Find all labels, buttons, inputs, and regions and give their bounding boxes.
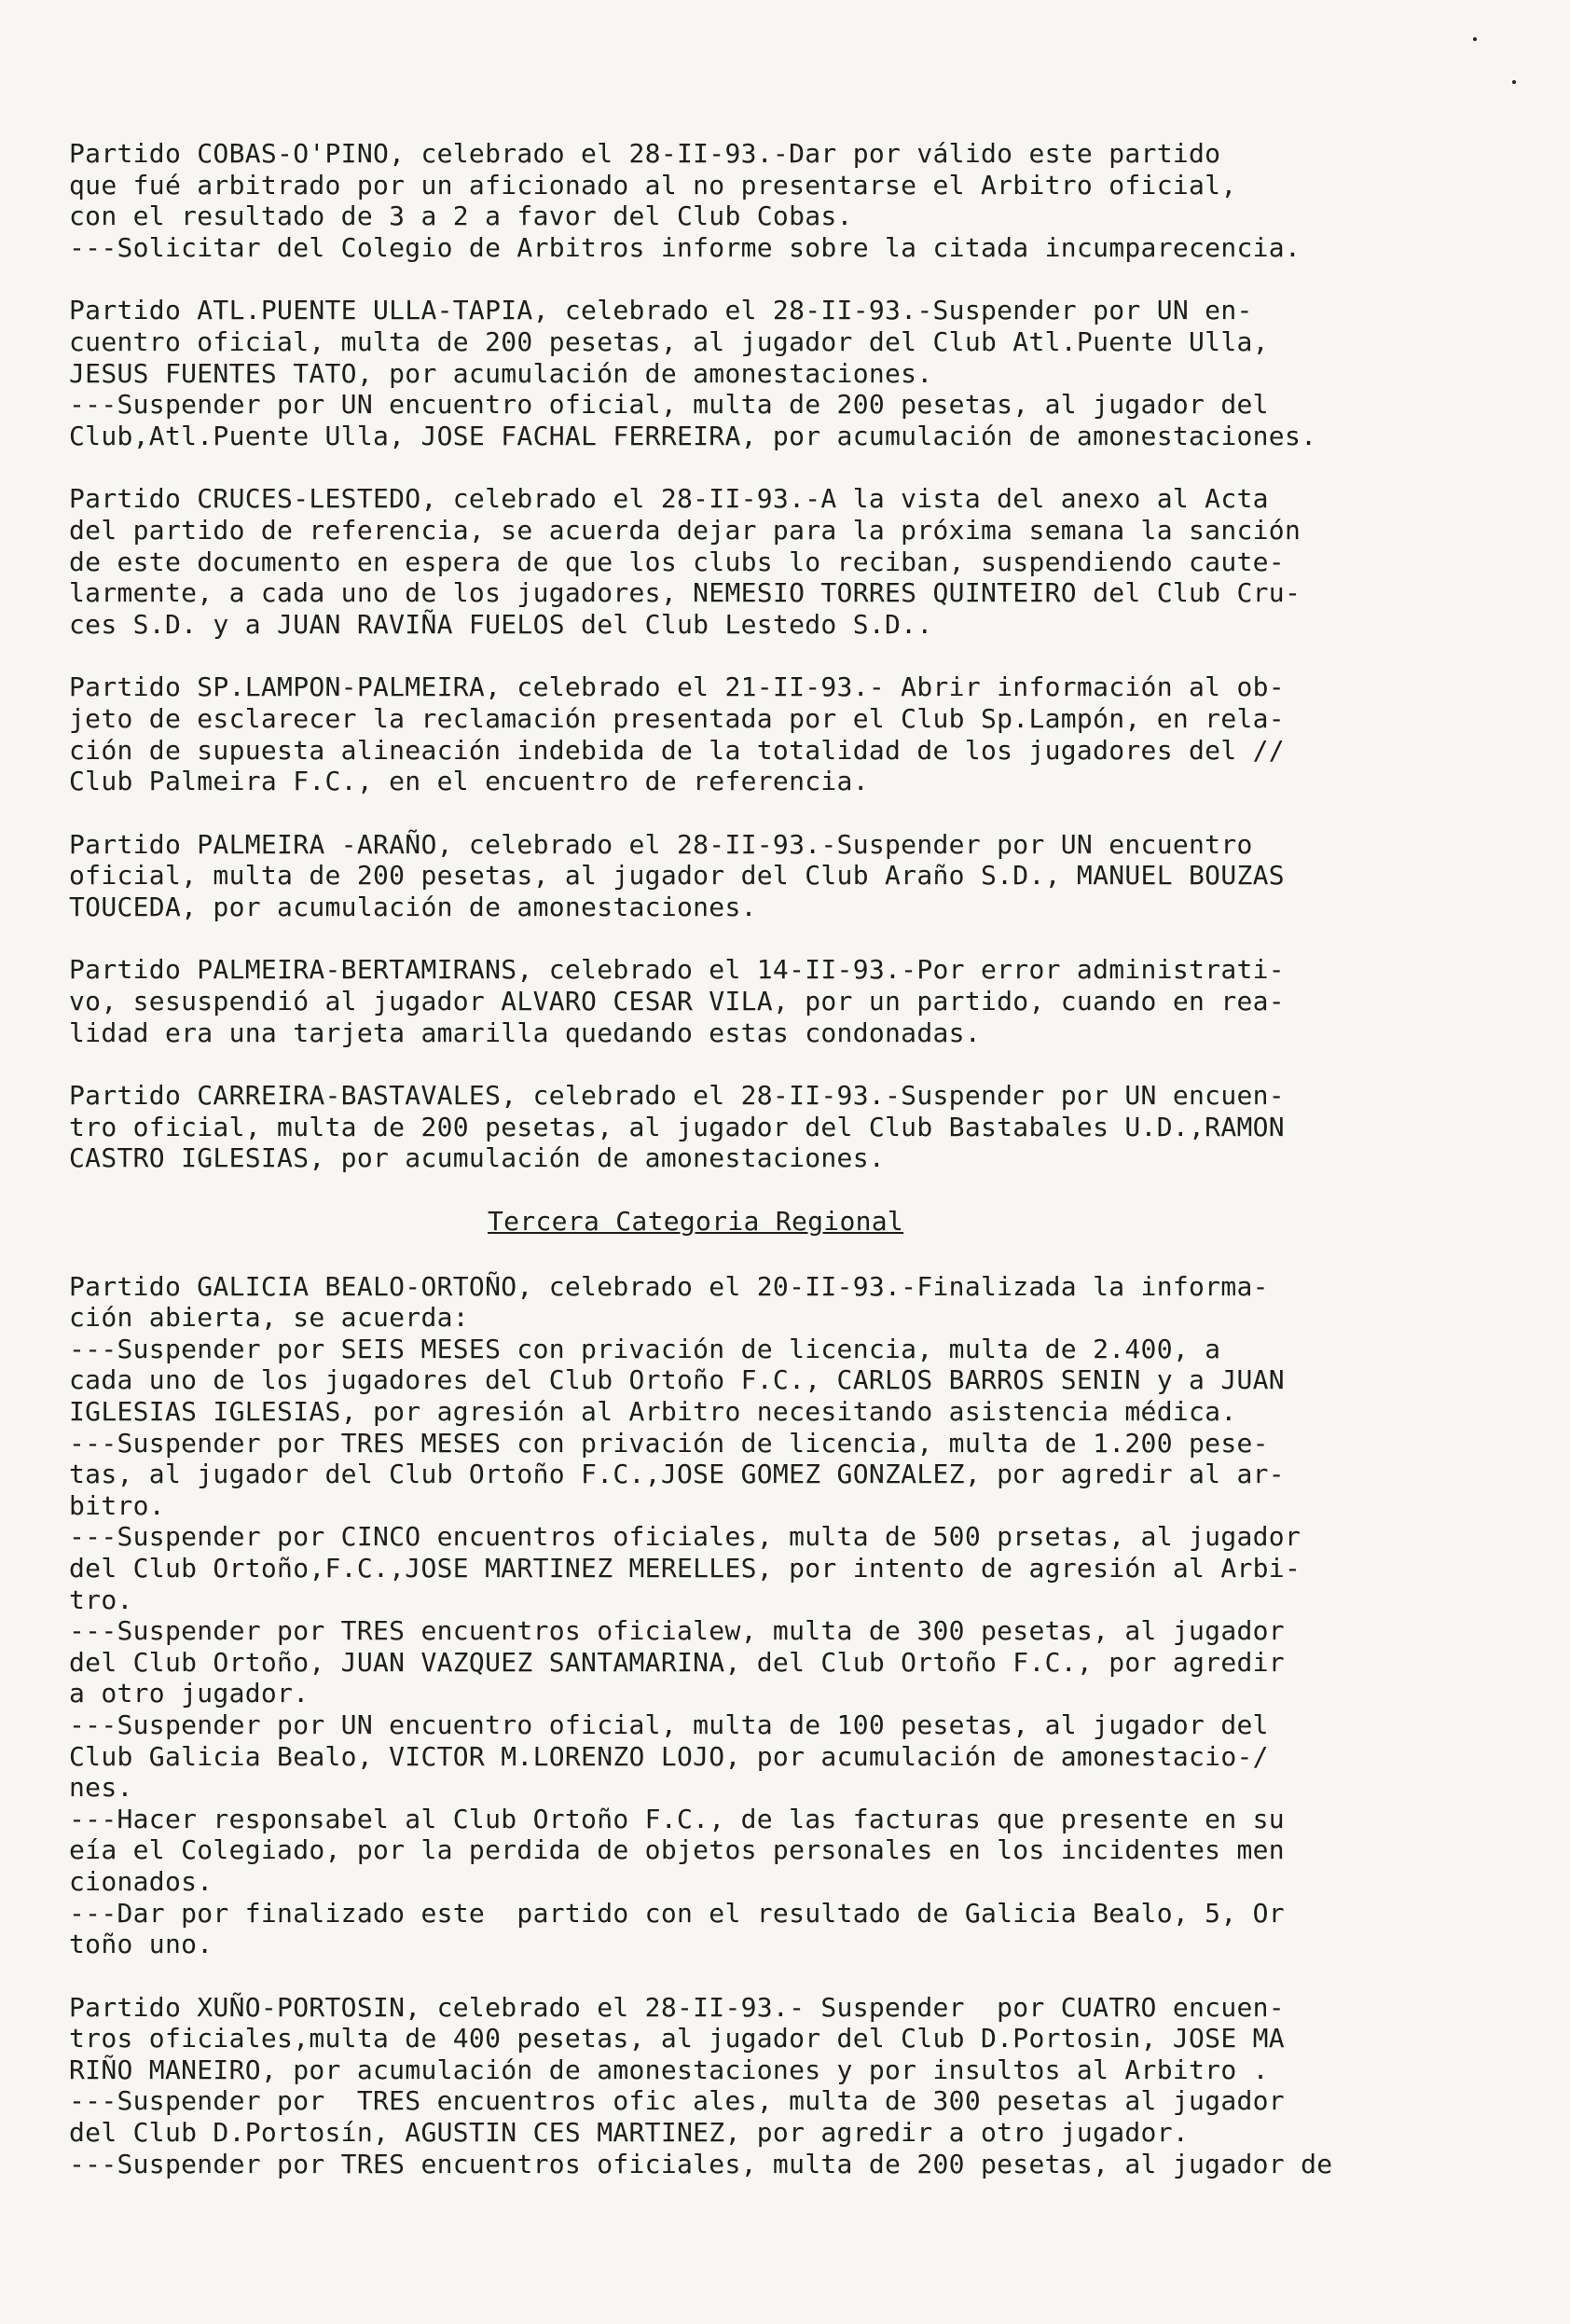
- text-line: ción abierta, se acuerda:: [69, 1302, 469, 1334]
- text-line: Partido XUÑO-PORTOSIN, celebrado el 28-II-93.- Suspender por CUATRO encuen-: [69, 1991, 1285, 2023]
- ink-speck: [1512, 80, 1516, 84]
- text-line: nes.: [69, 1772, 133, 1804]
- text-line: vo, sesuspendió al jugador ALVARO CESAR VILA, por un partido, cuando en rea-: [69, 986, 1285, 1017]
- text-line: ---Suspender por UN encuentro oficial, multa de 200 pesetas, al jugador del: [69, 389, 1269, 421]
- ink-speck: [1473, 37, 1477, 41]
- text-line: Club Galicia Bealo, VICTOR M.LORENZO LOJO, por acumulación de amonestacio-/: [69, 1740, 1269, 1772]
- text-line: ---Suspender por TRES MESES con privación de licencia, multa de 1.200 pese-: [69, 1427, 1269, 1459]
- text-line: bitro.: [69, 1489, 165, 1521]
- text-line: cuentro oficial, multa de 200 pesetas, al jugador del Club Atl.Puente Ulla,: [69, 325, 1269, 357]
- paragraph-cruces-lestedo: [69, 483, 1523, 640]
- text-line: IGLESIAS IGLESIAS, por agresión al Arbitro necesitando asistencia médica.: [69, 1396, 1237, 1427]
- text-line: ---Dar por finalizado este partido con el resultado de Galicia Bealo, 5, Or: [69, 1897, 1285, 1929]
- text-line: de este documento en espera de que los clubs lo reciban, suspendiendo caute-: [69, 546, 1285, 577]
- text-line: Partido PALMEIRA-BERTAMIRANS, celebrado el 14-II-93.-Por error administrati-: [69, 954, 1285, 986]
- text-line: a otro jugador.: [69, 1678, 310, 1709]
- text-line: Partido GALICIA BEALO-ORTOÑO, celebrado el 20-II-93.-Finalizada la informa-: [69, 1270, 1269, 1302]
- text-line: lidad era una tarjeta amarilla quedando estas condonadas.: [69, 1017, 981, 1048]
- text-line: ---Suspender por TRES encuentros oficiales, multa de 200 pesetas, al jugador de: [69, 2148, 1333, 2179]
- text-line: toño uno.: [69, 1929, 213, 1960]
- paragraph-xuno-portosin: [69, 1992, 1523, 2180]
- paragraph-cobas-opino: [69, 138, 1523, 263]
- text-line: Partido SP.LAMPON-PALMEIRA, celebrado el 21-II-93.- Abrir información al ob-: [69, 671, 1285, 703]
- text-line: ---Suspender por CINCO encuentros oficiales, multa de 500 prsetas, al jugador: [69, 1521, 1301, 1553]
- text-line: del partido de referencia, se acuerda dejar para la próxima semana la sanción: [69, 514, 1301, 546]
- text-line: TOUCEDA, por acumulación de amonestaciones.: [69, 891, 757, 922]
- text-line: ---Suspender por TRES encuentros ofic ales, multa de 300 pesetas al jugador: [69, 2085, 1285, 2117]
- text-line: del Club Ortoño,F.C.,JOSE MARTINEZ MERELLES, por intento de agresión al Arbi-: [69, 1552, 1301, 1584]
- text-line: ---Suspender por TRES encuentros oficialew, multa de 300 pesetas, al jugador: [69, 1615, 1285, 1647]
- text-line: ---Solicitar del Colegio de Arbitros informe sobre la citada incumparecencia.: [69, 231, 1301, 263]
- text-line: JESUS FUENTES TATO, por acumulación de amonestaciones.: [69, 357, 933, 389]
- text-line: ---Hacer responsabel al Club Ortoño F.C., de las facturas que presente en su: [69, 1803, 1285, 1834]
- paragraph-carreira-bastavales: [69, 1080, 1523, 1174]
- text-line: Partido CRUCES-LESTEDO, celebrado el 28-II-93.-A la vista del anexo al Acta: [69, 483, 1269, 515]
- paragraph-atl-puente-ulla-tapia: [69, 295, 1523, 451]
- text-line: CASTRO IGLESIAS, por acumulación de amonestaciones.: [69, 1142, 886, 1174]
- text-line: Partido CARREIRA-BASTAVALES, celebrado el 28-II-93.-Suspender por UN encuen-: [69, 1080, 1285, 1112]
- paragraph-galicia-bealo-ortono: [69, 1271, 1523, 1960]
- text-line: Partido PALMEIRA -ARAÑO, celebrado el 28-II-93.-Suspender por UN encuentro: [69, 828, 1253, 860]
- text-line: tro.: [69, 1584, 133, 1615]
- text-line: ---Suspender por UN encuentro oficial, multa de 100 pesetas, al jugador del: [69, 1708, 1269, 1740]
- text-line: que fué arbitrado por un aficionado al no presentarse el Arbitro oficial,: [69, 169, 1237, 201]
- text-line: del Club Ortoño, JUAN VAZQUEZ SANTAMARINA, del Club Ortoño F.C., por agredir: [69, 1646, 1285, 1678]
- document-body: [69, 138, 1523, 2211]
- paragraph-palmeira-bertamirans: [69, 954, 1523, 1048]
- section-heading-wrapper: [69, 1206, 1523, 1238]
- text-line: tros oficiales,multa de 400 pesetas, al jugador del Club D.Portosin, JOSE MA: [69, 2023, 1285, 2054]
- text-line: cionados.: [69, 1865, 213, 1897]
- text-line: ción de supuesta alineación indebida de la totalidad de los jugadores del //: [69, 734, 1285, 766]
- text-line: larmente, a cada uno de los jugadores, NEMESIO TORRES QUINTEIRO del Club Cru-: [69, 577, 1301, 609]
- text-line: Partido ATL.PUENTE ULLA-TAPIA, celebrado el 28-II-93.-Suspender por UN en-: [69, 295, 1253, 326]
- text-line: tro oficial, multa de 200 pesetas, al jugador del Club Bastabales U.D.,RAMON: [69, 1111, 1285, 1142]
- text-line: oficial, multa de 200 pesetas, al jugador del Club Araño S.D., MANUEL BOUZAS: [69, 860, 1285, 892]
- section-heading: Tercera Categoria Regional: [488, 1206, 904, 1238]
- text-line: jeto de esclarecer la reclamación presentada por el Club Sp.Lampón, en rela-: [69, 702, 1285, 734]
- paragraph-sp-lampon-palmeira: [69, 671, 1523, 796]
- text-line: tas, al jugador del Club Ortoño F.C.,JOSE GOMEZ GONZALEZ, por agredir al ar-: [69, 1459, 1285, 1490]
- text-line: RIÑO MANEIRO, por acumulación de amonestaciones y por insultos al Arbitro .: [69, 2054, 1269, 2085]
- text-line: Club,Atl.Puente Ulla, JOSE FACHAL FERREIRA, por acumulación de amonestaciones.: [69, 420, 1317, 451]
- paragraph-palmeira-arano: [69, 829, 1523, 923]
- text-line: ces S.D. y a JUAN RAVIÑA FUELOS del Club Lestedo S.D..: [69, 608, 933, 640]
- text-line: ---Suspender por SEIS MESES con privación de licencia, multa de 2.400, a: [69, 1333, 1221, 1364]
- text-line: eía el Colegiado, por la perdida de objetos personales en los incidentes men: [69, 1834, 1285, 1866]
- text-line: cada uno de los jugadores del Club Ortoño F.C., CARLOS BARROS SENIN y a JUAN: [69, 1364, 1285, 1396]
- text-line: Club Palmeira F.C., en el encuentro de referencia.: [69, 766, 869, 797]
- text-line: con el resultado de 3 a 2 a favor del Club Cobas.: [69, 201, 853, 232]
- text-line: del Club D.Portosín, AGUSTIN CES MARTINEZ, por agredir a otro jugador.: [69, 2117, 1190, 2149]
- text-line: Partido COBAS-O'PINO, celebrado el 28-II-93.-Dar por válido este partido: [69, 138, 1221, 169]
